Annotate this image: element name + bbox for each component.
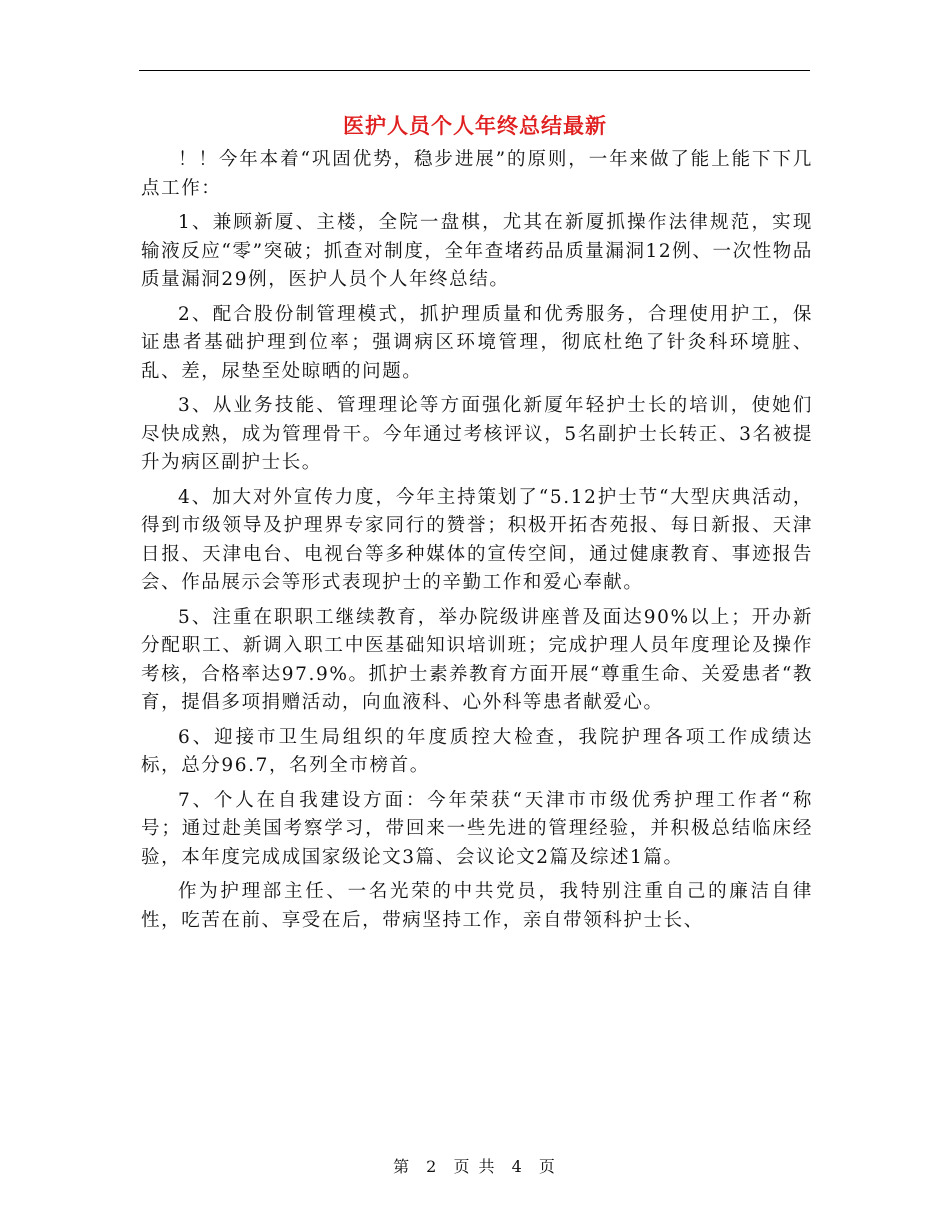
paragraph-7: 7、个人在自我建设方面：今年荣获“天津市市级优秀护理工作者“称号；通过赴美国考察学习，带回来一些先进的管理经验，并积极总结临床经验，本年度完成成国家级论文3篇、会议论文2篇及综述1篇。 — [141, 789, 813, 868]
footer-page-number: 2 — [426, 1157, 439, 1176]
footer-total-pages: 4 — [511, 1157, 524, 1176]
paragraph-intro: ！！今年本着“巩固优势，稳步进展”的原则，一年来做了能上能下下几点工作： — [141, 149, 813, 199]
paragraph-closing: 作为护理部主任、一名光荣的中共党员，我特别注重自己的廉洁自律性，吃苦在前、享受在后，带病坚持工作，亲自带领科护士长、 — [141, 881, 813, 931]
paragraph-4: 4、加大对外宣传力度，今年主持策划了“5.12护士节“大型庆典活动，得到市级领导及护理界专家同行的赞誉；积极开拓杏苑报、每日新报、天津日报、天津电台、电视台等多种媒体的宣传空间，通过健康教育、事迹报告会、作品展示会等形式表现护士的辛勤工作和爱心奉献。 — [141, 486, 813, 593]
paragraph-2: 2、配合股份制管理模式，抓护理质量和优秀服务，合理使用护工，保证患者基础护理到位率；强调病区环境管理，彻底杜绝了针灸科环境脏、乱、差，尿垫至处晾晒的问题。 — [141, 303, 813, 382]
paragraph-1: 1、兼顾新厦、主楼，全院一盘棋，尤其在新厦抓操作法律规范，实现输液反应“零”突破；抓查对制度，全年查堵药品质量漏洞12例、一次性物品质量漏洞29例，医护人员个人年终总结。 — [141, 212, 813, 290]
footer-middle: 页 共 — [453, 1157, 497, 1176]
paragraph-6: 6、迎接市卫生局组织的年度质控大检查，我院护理各项工作成绩达标，总分96.7，名列全市榜首。 — [141, 726, 813, 776]
paragraph-3: 3、从业务技能、管理理论等方面强化新厦年轻护士长的培训，使她们尽快成熟，成为管理骨干。今年通过考核评议，5名副护士长转正、3名被提升为病区副护士长。 — [141, 395, 813, 473]
page-footer — [0, 1154, 950, 1177]
document-body — [141, 146, 813, 941]
footer-prefix: 第 — [393, 1157, 412, 1176]
paragraph-5: 5、注重在职职工继续教育，举办院级讲座普及面达90%以上；开办新分配职工、新调入职工中医基础知识培训班；完成护理人员年度理论及操作考核，合格率达97.9%。抓护士素养教育方面开展“尊重生命、关爱患者“教育，提倡多项捐赠活动，向血液科、心外科等患者献爱心。 — [141, 606, 813, 713]
header-rule — [139, 70, 810, 71]
footer-suffix: 页 — [538, 1157, 557, 1176]
document-title: 医护人员个人年终总结最新 — [343, 113, 607, 138]
